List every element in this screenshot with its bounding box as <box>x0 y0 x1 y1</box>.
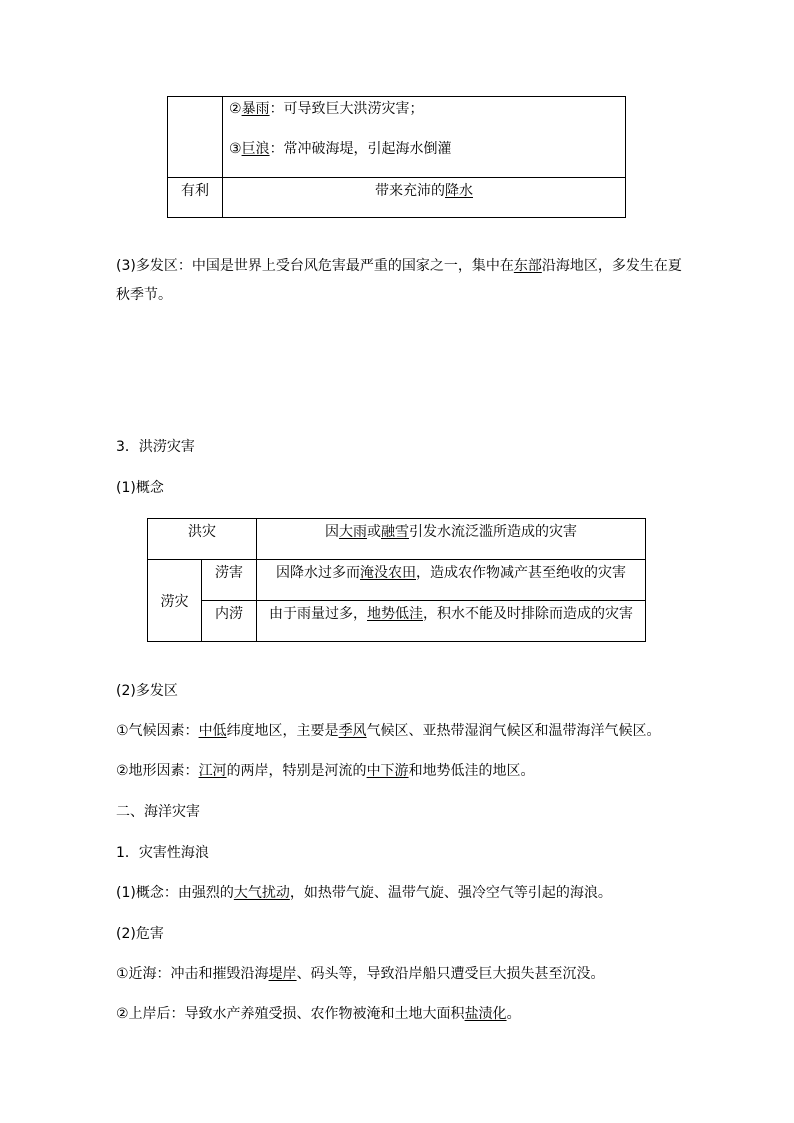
flood-section-heading: 3．洪涝灾害 <box>116 439 195 455</box>
table-cell-empty-label <box>168 97 223 178</box>
ocean-disaster-heading: 二、海洋灾害 <box>116 804 200 820</box>
wave-concept-paragraph: (1)概念：由强烈的大气扰动，如热带气旋、温带气旋、强冷空气等引起的海浪。 <box>116 885 612 901</box>
harm-huge-wave: ③巨浪：常冲破海堤，引起海水倒灌 <box>229 141 452 157</box>
wave-harm-heading: (2)危害 <box>116 926 164 942</box>
table-cell-beneficial-label: 有利 <box>168 178 223 218</box>
typhoon-area-paragraph-line1: (3)多发区：中国是世界上受台风危害最严重的国家之一，集中在东部沿海地区，多发生在夏 <box>116 258 682 274</box>
nearshore-harm-paragraph: ①近海：冲击和摧毁沿海堤岸、码头等，导致沿岸船只遭受巨大损失甚至沉没。 <box>116 966 605 982</box>
table-cell-inner-text: 由于雨量过多，地势低洼，积水不能及时排除而造成的灾害 <box>257 601 646 642</box>
table-cell-flood-text: 因大雨或融雪引发水流泛滥所造成的灾害 <box>257 519 646 560</box>
table-cell-waterlogging-text: 因降水过多而淹没农田，造成农作物减产甚至绝收的灾害 <box>257 560 646 601</box>
table-cell-harms <box>223 97 626 178</box>
table-cell-waterlogging-label: 涝害 <box>202 560 257 601</box>
harm-rainstorm: ②暴雨：可导致巨大洪涝灾害； <box>229 101 424 117</box>
flood-area-heading: (2)多发区 <box>116 683 178 699</box>
typhoon-area-paragraph-line2: 秋季节。 <box>116 287 172 303</box>
table-cell-waterlog-label: 涝灾 <box>148 560 202 642</box>
flood-concept-heading: (1)概念 <box>116 480 164 496</box>
table-cell-inner-label: 内涝 <box>202 601 257 642</box>
table-cell-flood-label: 洪灾 <box>148 519 257 560</box>
terrain-factor-paragraph: ②地形因素：江河的两岸，特别是河流的中下游和地势低洼的地区。 <box>116 763 535 779</box>
landing-harm-paragraph: ②上岸后：导致水产养殖受损、农作物被淹和土地大面积盐渍化。 <box>116 1006 521 1022</box>
disastrous-wave-heading: 1．灾害性海浪 <box>116 845 209 861</box>
typhoon-effects-table <box>167 96 626 218</box>
table-cell-beneficial-text: 带来充沛的降水 <box>223 178 626 218</box>
climate-factor-paragraph: ①气候因素：中低纬度地区，主要是季风气候区、亚热带湿润气候区和温带海洋气候区。 <box>116 723 661 739</box>
flood-concept-table <box>147 518 646 642</box>
